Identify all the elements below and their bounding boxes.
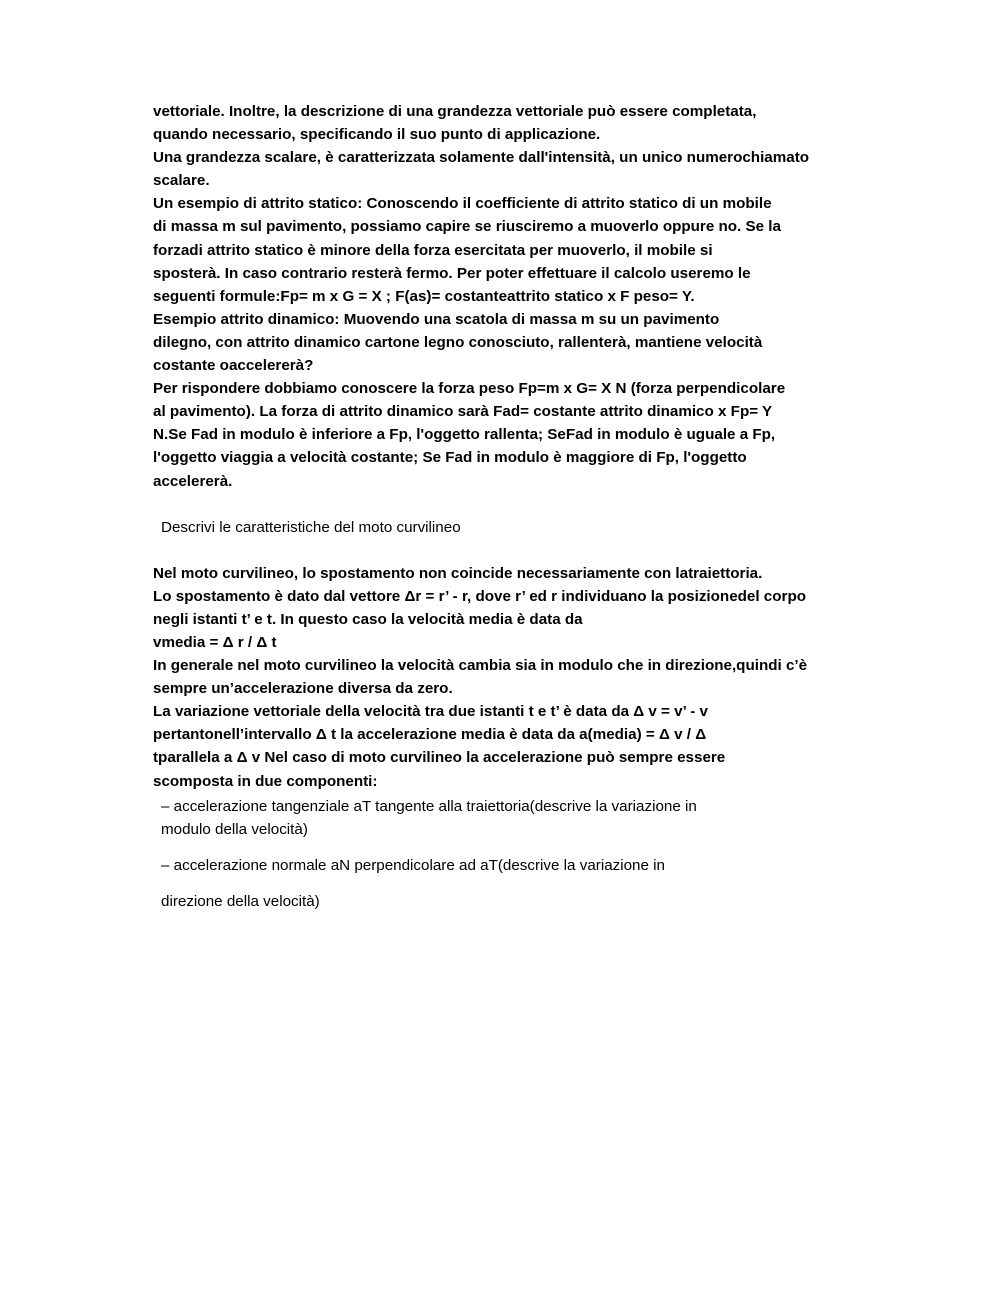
blank-line	[153, 493, 863, 516]
text-line: scomposta in due componenti:	[153, 772, 378, 790]
text-line: vmedia = Δ r / Δ t	[153, 633, 277, 651]
text-line: Un esempio di attrito statico: Conoscendo il coefficiente di attrito statico di un mobile	[153, 195, 772, 213]
list-item-tangential-cont: modulo della velocità)	[161, 820, 308, 838]
text-line: N.Se Fad in modulo è inferiore a Fp, l'oggetto rallenta; SeFad in modulo è uguale a Fp,	[153, 426, 776, 444]
text-line: negli istanti t’ e t. In questo caso la velocità media è data da	[153, 610, 583, 628]
text-line: Nel moto curvilineo, lo spostamento non coincide necessariamente con latraiettoria.	[153, 564, 763, 582]
paragraph-block-forces	[153, 100, 863, 493]
list-item-tangential: – accelerazione tangenziale aT tangente alla traiettoria(descrive la variazione in	[161, 797, 697, 815]
text-line: accelererà.	[153, 472, 233, 490]
text-line: forzadi attrito statico è minore della forza esercitata per muoverlo, il mobile si	[153, 241, 713, 259]
text-line: vettoriale. Inoltre, la descrizione di una grandezza vettoriale può essere completata,	[153, 103, 757, 120]
blank-line	[153, 539, 863, 562]
text-line: costante oaccelererà?	[153, 357, 314, 375]
text-line: scalare.	[153, 172, 210, 190]
text-line: dilegno, con attrito dinamico cartone legno conosciuto, rallenterà, mantiene velocità	[153, 333, 763, 351]
text-line: Lo spostamento è dato dal vettore Δr = r’ - r, dove r’ ed r individuano la posizionedel corpo	[153, 587, 806, 605]
component-list	[153, 795, 863, 913]
blank-line	[153, 877, 863, 890]
text-line: sempre un’accelerazione diversa da zero.	[153, 680, 453, 698]
text-line: seguenti formule:Fp= m x G = X ; F(as)= costanteattrito statico x F peso= Y.	[153, 287, 695, 305]
text-line: di massa m sul pavimento, possiamo capire se riusciremo a muoverlo oppure no. Se la	[153, 218, 781, 236]
text-line: La variazione vettoriale della velocità tra due istanti t e t’ è data da Δ v = v’ - v	[153, 703, 708, 721]
list-item-normal: – accelerazione normale aN perpendicolare ad aT(descrive la variazione in	[161, 856, 665, 874]
text-line: Esempio attrito dinamico: Muovendo una scatola di massa m su un pavimento	[153, 310, 720, 328]
blank-line	[153, 841, 863, 854]
text-line: tparallela a Δ v Nel caso di moto curvilineo la accelerazione può sempre essere	[153, 749, 726, 767]
paragraph-block-curvilinear	[153, 562, 863, 793]
text-line: quando necessario, specificando il suo punto di applicazione.	[153, 126, 601, 144]
text-line: sposterà. In caso contrario resterà fermo. Per poter effettuare il calcolo useremo le	[153, 264, 751, 282]
text-line: In generale nel moto curvilineo la velocità cambia sia in modulo che in direzione,quindi c’è	[153, 657, 808, 675]
question-heading: Descrivi le caratteristiche del moto curvilineo	[161, 518, 461, 536]
list-item-normal-cont: direzione della velocità)	[161, 892, 320, 910]
text-line: Per rispondere dobbiamo conoscere la forza peso Fp=m x G= X N (forza perpendicolare	[153, 380, 786, 398]
text-line: l'oggetto viaggia a velocità costante; Se Fad in modulo è maggiore di Fp, l'oggetto	[153, 449, 747, 467]
text-line: pertantonell’intervallo Δ t la accelerazione media è data da a(media) = Δ v / Δ	[153, 726, 707, 744]
text-line: Una grandezza scalare, è caratterizzata solamente dall'intensità, un unico numerochiamato	[153, 149, 810, 167]
document-page	[153, 100, 863, 913]
text-line: al pavimento). La forza di attrito dinamico sarà Fad= costante attrito dinamico x Fp= Y	[153, 403, 773, 421]
